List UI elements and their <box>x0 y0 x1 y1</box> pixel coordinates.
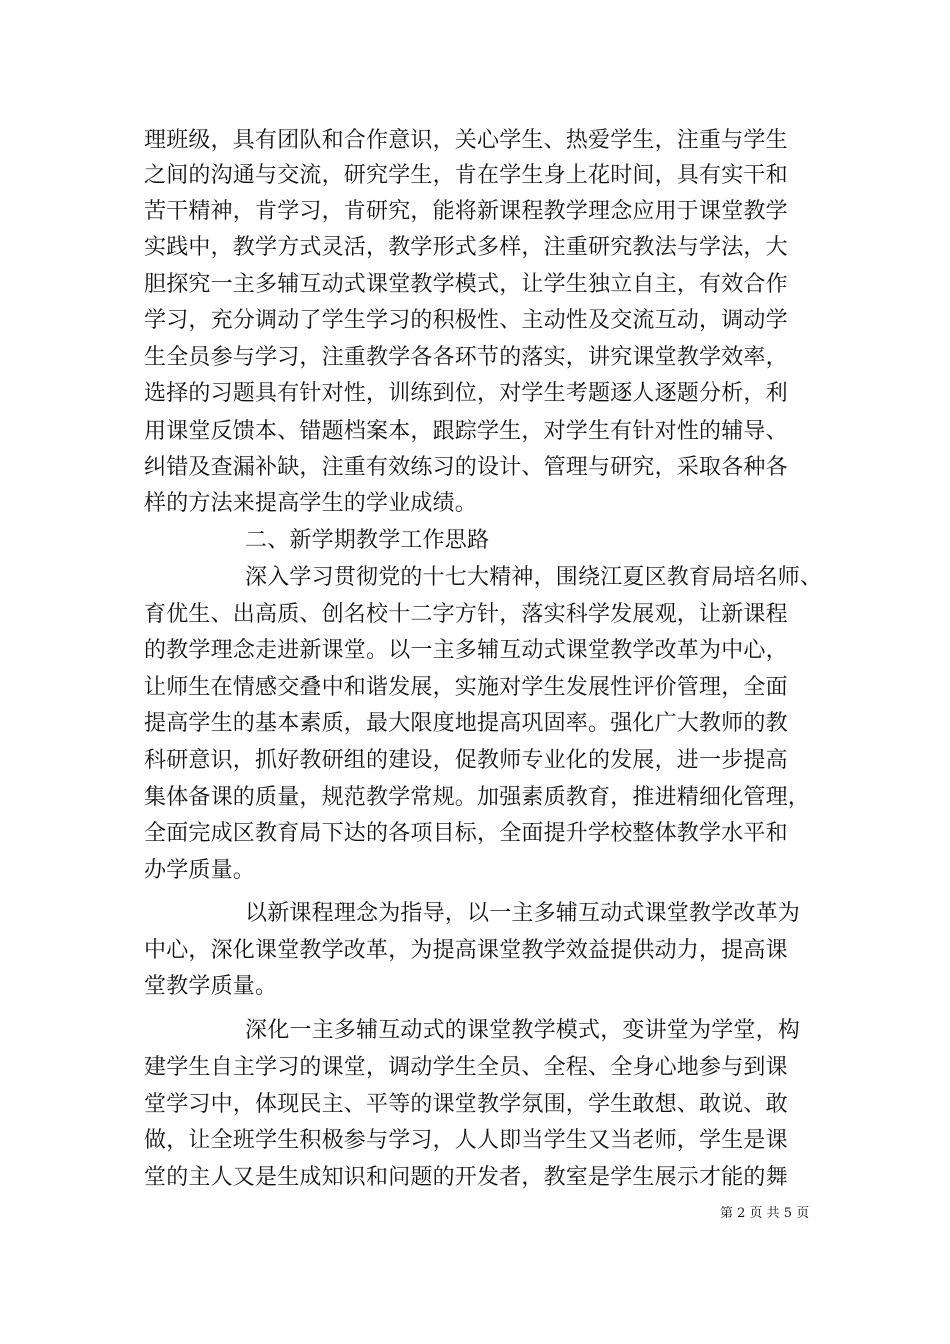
text-line: 之间的沟通与交流，研究学生，肯在学生身上花时间，具有实干和 <box>144 163 788 188</box>
text-line: 建学生自主学习的课堂，调动学生全员、全程、全身心地参与到课 <box>144 1055 788 1080</box>
text-line: 堂的主人又是生成知识和问题的开发者，教室是学生展示才能的舞 <box>144 1165 788 1190</box>
text-line: 的教学理念走进新课堂。以一主多辅互动式课堂教学改革为中心， <box>144 638 788 663</box>
text-line: 苦干精神，肯学习，肯研究，能将新课程教学理念应用于课堂教学 <box>144 199 788 224</box>
text-line: 理班级，具有团队和合作意识，关心学生、热爱学生，注重与学生 <box>144 128 788 153</box>
section-heading: 二、新学期教学工作思路 <box>245 528 490 553</box>
text-line: 生全员参与学习，注重教学各各环节的落实，讲究课堂教学效率， <box>144 345 788 370</box>
text-line: 让师生在情感交叠中和谐发展，实施对学生发展性评价管理，全面 <box>144 675 788 700</box>
text-line: 中心，深化课堂教学改革，为提高课堂教学效益提供动力，提高课 <box>144 938 788 963</box>
text-line: 办学质量。 <box>144 858 256 883</box>
text-line: 学习，充分调动了学生学习的积极性、主动性及交流互动，调动学 <box>144 308 788 333</box>
text-line: 育优生、出高质、创名校十二字方针，落实科学发展观，让新课程 <box>144 602 788 627</box>
text-line: 胆探究一主多辅互动式课堂教学模式，让学生独立自主，有效合作 <box>144 272 788 297</box>
text-line: 深入学习贯彻党的十七大精神，围绕江夏区教育局培名师、 <box>245 565 823 590</box>
text-line: 堂学习中，体现民主、平等的课堂教学氛围，学生敢想、敢说、敢 <box>144 1092 788 1117</box>
text-line: 实践中，教学方式灵活，教学形式多样，注重研究教法与学法，大 <box>144 235 788 260</box>
text-line: 以新课程理念为指导，以一主多辅互动式课堂教学改革为 <box>245 901 801 926</box>
text-line: 用课堂反馈本、错题档案本，跟踪学生，对学生有针对性的辅导、 <box>144 419 788 444</box>
page-number-footer: 第 2 页 共 5 页 <box>720 1206 810 1221</box>
text-line: 纠错及查漏补缺，注重有效练习的设计、管理与研究，采取各种各 <box>144 455 788 480</box>
text-line: 集体备课的质量，规范教学常规。加强素质教育，推进精细化管理， <box>144 785 811 810</box>
text-line: 提高学生的基本素质，最大限度地提高巩固率。强化广大教师的教 <box>144 711 788 736</box>
text-line: 样的方法来提高学生的学业成绩。 <box>144 491 478 516</box>
text-line: 堂教学质量。 <box>144 974 278 999</box>
text-line: 选择的习题具有针对性，训练到位，对学生考题逐人逐题分析，利 <box>144 381 788 406</box>
text-line: 全面完成区教育局下达的各项目标，全面提升学校整体教学水平和 <box>144 821 788 846</box>
text-line: 做，让全班学生积极参与学习，人人即当学生又当老师，学生是课 <box>144 1128 788 1153</box>
text-line: 深化一主多辅互动式的课堂教学模式，变讲堂为学堂，构 <box>245 1018 801 1043</box>
text-line: 科研意识，抓好教研组的建设，促教师专业化的发展，进一步提高 <box>144 748 788 773</box>
